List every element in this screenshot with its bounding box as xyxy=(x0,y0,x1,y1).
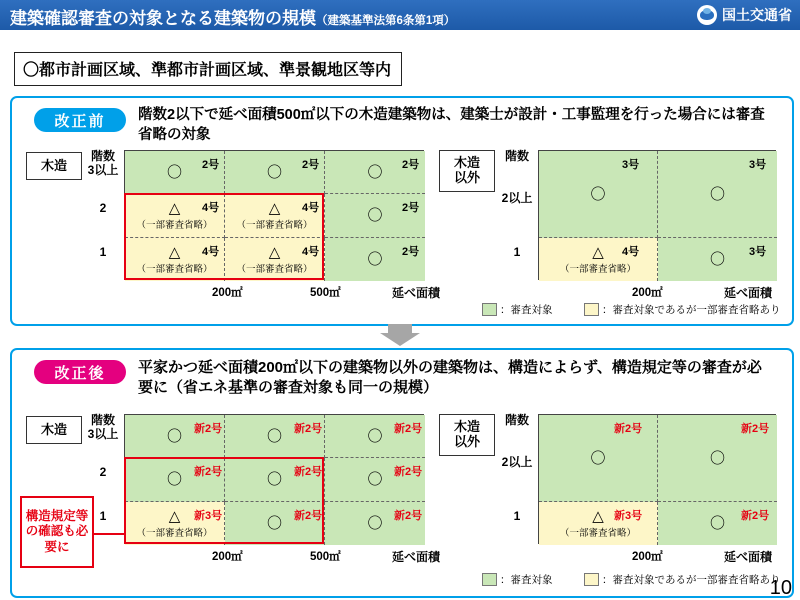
callout-structural-requirement: 構造規定等の確認も必要に xyxy=(20,496,94,568)
cell-note: （一部審査省略） xyxy=(236,219,313,231)
category-wood-after: 木造 xyxy=(26,416,82,444)
badge-after: 改正後 xyxy=(34,360,126,384)
tag-wood-r3c1-after: 新3号 xyxy=(194,510,223,522)
tag-nonwood-r2c1-before: 4号 xyxy=(622,246,640,258)
cell-mark: 〇 xyxy=(266,163,282,181)
tag-nonwood-r2c2-after: 新2号 xyxy=(741,510,770,522)
cell-nonwood-r1c1-before xyxy=(539,151,658,238)
cell-mark: △ xyxy=(168,507,181,525)
ministry-logo-icon xyxy=(697,5,717,25)
legend-yellow-label: ：審査対象であるが一部審査省略あり xyxy=(602,574,781,586)
axis-floors-before: 階数 xyxy=(90,149,115,163)
category-nonwood-before xyxy=(439,150,495,192)
cell-mark: 〇 xyxy=(709,185,725,203)
tag-wood-r1c2-after: 新2号 xyxy=(294,423,323,435)
cell-note: （一部審査省略） xyxy=(236,263,313,275)
cell-mark: 〇 xyxy=(266,515,282,532)
lead-text-after: 平家かつ延べ面積200㎡以下の建築物以外の建築物は、構造によらず、構造規定等の審査が必要に（省エネ基準の審査対象も同一の規模） xyxy=(138,359,762,397)
cell-mark: 〇 xyxy=(590,449,606,467)
cell-mark: 〇 xyxy=(166,427,182,445)
axis-area-wood-before: 延べ面積 xyxy=(392,286,441,300)
category-wood-before: 木造 xyxy=(26,152,82,180)
cell-mark: △ xyxy=(268,243,281,261)
legend-green-after xyxy=(482,572,553,587)
tag-wood-r1c2-before: 2号 xyxy=(302,159,320,171)
cell-note: （一部審査省略） xyxy=(136,263,213,275)
tag-wood-r2c2-before: 4号 xyxy=(302,202,320,214)
row-label-2-before: 2 xyxy=(99,201,107,215)
tag-wood-r3c2-before: 4号 xyxy=(302,246,320,258)
cell-mark: 〇 xyxy=(590,185,606,203)
row-label-2-after: 2 xyxy=(99,465,107,479)
cell-mark: 〇 xyxy=(266,471,282,488)
tag-wood-r1c1-after: 新2号 xyxy=(194,423,223,435)
cell-note: （一部審査省略） xyxy=(136,219,213,231)
cell-mark: 〇 xyxy=(166,163,182,181)
tick-200-nonwood-after: 200㎡ xyxy=(632,551,663,563)
legend-swatch-green-icon xyxy=(482,303,497,316)
page-title-main: 建築確認審査の対象となる建築物の規模 xyxy=(10,9,316,28)
axis-area-nonwood-after: 延べ面積 xyxy=(724,550,773,564)
panel-after-revision xyxy=(10,348,794,598)
legend-yellow-after xyxy=(584,572,781,587)
tick-200-wood-after: 200㎡ xyxy=(212,551,243,563)
row-label-1-before: 1 xyxy=(99,245,107,259)
badge-before: 改正前 xyxy=(34,108,126,132)
row-label-1-nonwood-before: 1 xyxy=(513,245,521,259)
legend-green-label: ：審査対象 xyxy=(500,304,553,316)
legend-green-label: ：審査対象 xyxy=(500,574,553,586)
row-label-3plus-after: 3以上 xyxy=(87,427,119,441)
tag-wood-r2c1-before: 4号 xyxy=(202,202,220,214)
tag-nonwood-r2c2-before: 3号 xyxy=(749,246,767,258)
cell-note: （一部審査省略） xyxy=(559,527,636,539)
category-nonwood-after-line1: 木造 xyxy=(453,419,480,435)
cell-mark: 〇 xyxy=(367,207,383,224)
axis-area-wood-after: 延べ面積 xyxy=(392,550,441,564)
tag-nonwood-r1c2-before: 3号 xyxy=(749,159,767,171)
cell-mark: 〇 xyxy=(367,427,383,445)
axis-area-nonwood-before: 延べ面積 xyxy=(724,286,773,300)
row-label-2plus-nonwood-after: 2以上 xyxy=(501,455,533,469)
cell-mark: △ xyxy=(592,243,604,261)
category-nonwood-line2: 以外 xyxy=(453,170,480,185)
tag-wood-r2c1-after: 新2号 xyxy=(194,466,223,478)
tick-500-wood-after: 500㎡ xyxy=(310,551,341,563)
axis-floors-nonwood-after: 階数 xyxy=(504,413,529,427)
tag-wood-r1c3-before: 2号 xyxy=(402,159,420,171)
ministry-name: 国土交通省 xyxy=(722,7,792,23)
tick-500-wood-before: 500㎡ xyxy=(310,287,341,299)
axis-floors-after: 階数 xyxy=(90,413,115,427)
tag-wood-r1c1-before: 2号 xyxy=(202,159,220,171)
matrix-wood-after xyxy=(124,414,424,544)
page-number: 10 xyxy=(769,577,792,599)
cell-mark: 〇 xyxy=(709,251,725,268)
lead-text-before: 階数2以下で延べ面積500㎡以下の木造建築物は、建築士が設計・工事監理を行った場合には審査省略の対象 xyxy=(138,107,765,143)
cell-mark: 〇 xyxy=(367,471,383,488)
cell-mark: 〇 xyxy=(367,515,383,532)
legend-yellow-before xyxy=(584,302,781,317)
tick-200-wood-before: 200㎡ xyxy=(212,287,243,299)
tag-wood-r1c3-after: 新2号 xyxy=(394,423,423,435)
scope-statement: 〇都市計画区域、準都市計画区域、準景観地区等内 xyxy=(14,52,402,86)
category-nonwood-after xyxy=(439,414,495,456)
tag-nonwood-r1c2-after: 新2号 xyxy=(741,423,770,435)
tag-nonwood-r1c1-after: 新2号 xyxy=(614,423,643,435)
axis-floors-nonwood-before: 階数 xyxy=(504,149,529,163)
tag-wood-r3c3-before: 2号 xyxy=(402,246,420,258)
cell-mark: 〇 xyxy=(266,427,282,445)
cell-note: （一部審査省略） xyxy=(559,263,636,275)
tag-wood-r3c2-after: 新2号 xyxy=(294,510,323,522)
row-label-2plus-nonwood-before: 2以上 xyxy=(501,191,533,205)
tag-wood-r2c3-after: 新2号 xyxy=(394,466,423,478)
tag-nonwood-r1c1-before: 3号 xyxy=(622,159,640,171)
category-nonwood-line1: 木造 xyxy=(453,155,480,171)
cell-mark: 〇 xyxy=(709,515,725,532)
tag-nonwood-r2c1-after: 新3号 xyxy=(614,510,643,522)
cell-mark: △ xyxy=(168,199,181,217)
cell-note: （一部審査省略） xyxy=(136,527,213,539)
page-title-sub: （建築基準法第6条第1項） xyxy=(316,15,456,27)
cell-mark: 〇 xyxy=(367,163,383,181)
row-label-1-nonwood-after: 1 xyxy=(513,509,521,523)
tag-wood-r3c1-before: 4号 xyxy=(202,246,220,258)
legend-green-before xyxy=(482,302,553,317)
transition-arrow-icon xyxy=(380,324,420,346)
cell-mark: △ xyxy=(168,243,181,261)
matrix-nonwood-before xyxy=(538,150,776,280)
cell-nonwood-r2c1-before xyxy=(539,238,658,281)
legend-swatch-yellow-icon xyxy=(584,303,599,316)
tag-wood-r2c3-before: 2号 xyxy=(402,202,420,214)
panel-before-revision xyxy=(10,96,794,326)
tick-200-nonwood-before: 200㎡ xyxy=(632,287,663,299)
row-label-1-after: 1 xyxy=(99,509,107,523)
cell-mark: △ xyxy=(268,199,281,217)
tag-wood-r3c3-after: 新2号 xyxy=(394,510,423,522)
legend-swatch-green-icon xyxy=(482,573,497,586)
row-label-3plus-before: 3以上 xyxy=(87,163,119,177)
legend-yellow-label: ：審査対象であるが一部審査省略あり xyxy=(602,304,781,316)
category-nonwood-after-line2: 以外 xyxy=(453,434,480,449)
matrix-wood-before xyxy=(124,150,424,280)
ministry-brand xyxy=(697,4,792,26)
cell-mark: 〇 xyxy=(166,471,182,488)
cell-mark: 〇 xyxy=(709,449,725,467)
cell-mark: △ xyxy=(592,507,604,525)
tag-wood-r2c2-after: 新2号 xyxy=(294,466,323,478)
page-header xyxy=(0,0,800,30)
page-title xyxy=(10,4,455,29)
legend-swatch-yellow-icon xyxy=(584,573,599,586)
cell-mark: 〇 xyxy=(367,251,383,268)
